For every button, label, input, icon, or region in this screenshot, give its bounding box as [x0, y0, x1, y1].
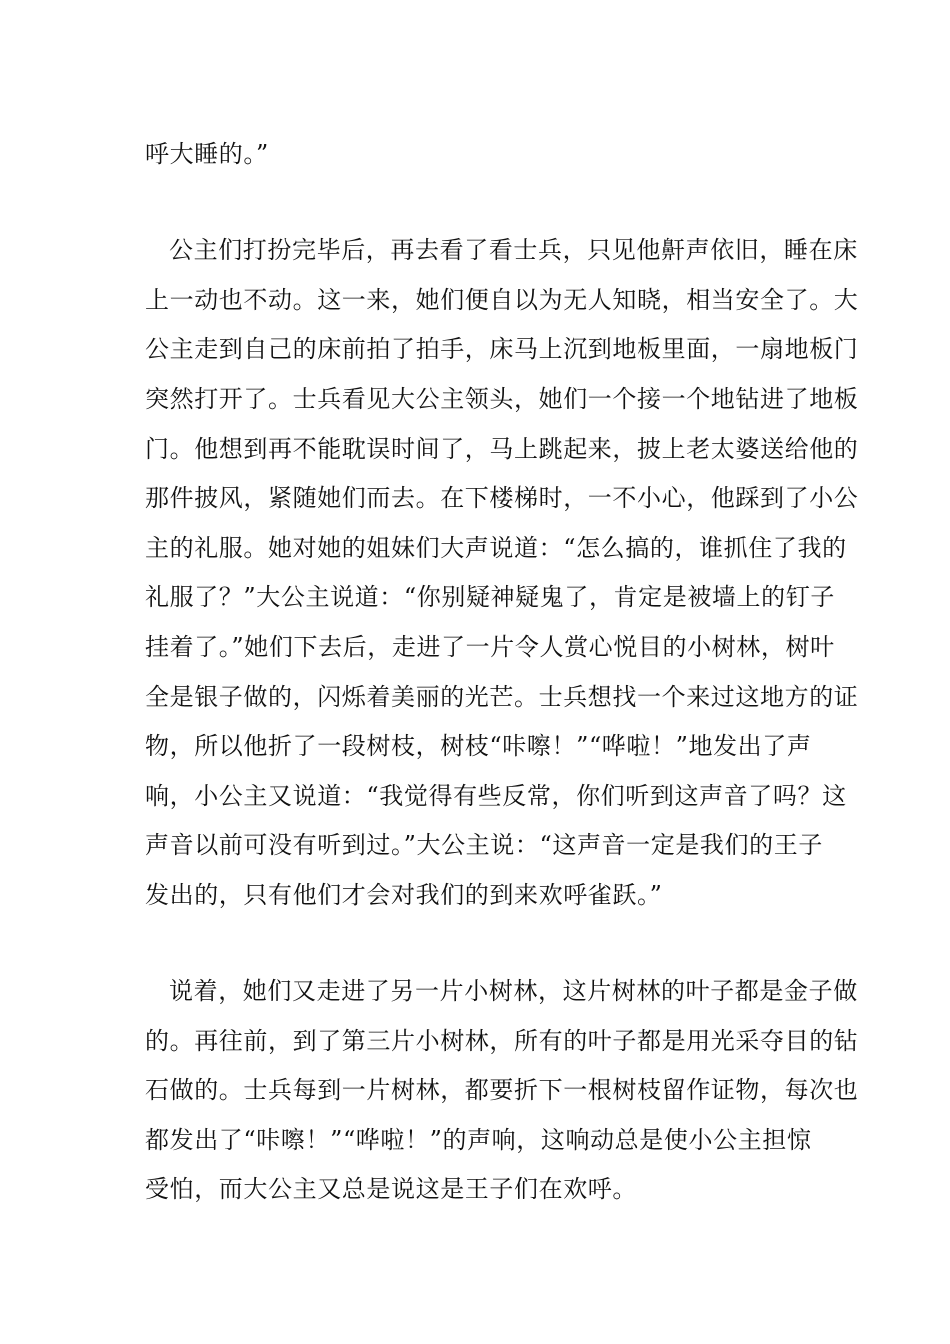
- paragraph-2-line-6: 那件披风，紧随她们而去。在下楼梯时，一不小心，他踩到了小公: [145, 484, 859, 512]
- paragraph-3-line-5: 受怕，而大公主又总是说这是王子们在欢呼。: [145, 1175, 637, 1203]
- paragraph-2-line-13: 声音以前可没有听到过。”大公主说：“这声音一定是我们的王子: [145, 831, 823, 859]
- paragraph-2-line-14: 发出的，只有他们才会对我们的到来欢呼雀跃。”: [145, 881, 663, 909]
- paragraph-1-line-1: 呼大睡的。”: [145, 140, 269, 168]
- paragraph-2-line-4: 突然打开了。士兵看见大公主领头，她们一个接一个地钻进了地板: [145, 385, 859, 413]
- paragraph-2-line-10: 全是银子做的，闪烁着美丽的光芒。士兵想找一个来过这地方的证: [145, 683, 859, 711]
- paragraph-2-line-3: 公主走到自己的床前拍了拍手，床马上沉到地板里面，一扇地板门: [145, 335, 859, 363]
- paragraph-2-line-8: 礼服了？”大公主说道：“你别疑神疑鬼了，肯定是被墙上的钉子: [145, 583, 835, 611]
- paragraph-2-line-7: 主的礼服。她对她的姐妹们大声说道：“怎么搞的，谁抓住了我的: [145, 534, 847, 562]
- paragraph-2-line-12: 响，小公主又说道：“我觉得有些反常，你们听到这声音了吗？这: [145, 782, 847, 810]
- paragraph-3-line-1: 说着，她们又走进了另一片小树林，这片树林的叶子都是金子做: [169, 977, 858, 1005]
- paragraph-2-line-1: 公主们打扮完毕后，再去看了看士兵，只见他鼾声依旧，睡在床: [169, 236, 858, 264]
- paragraph-2-line-9: 挂着了。”她们下去后，走进了一片令人赏心悦目的小树林，树叶: [145, 633, 835, 661]
- paragraph-2-line-2: 上一动也不动。这一来，她们便自以为无人知晓，相当安全了。大: [145, 286, 859, 314]
- paragraph-2-line-5: 门。他想到再不能耽误时间了，马上跳起来，披上老太婆送给他的: [145, 435, 859, 463]
- paragraph-2-line-11: 物，所以他折了一段树枝，树枝“咔嚓！”“哗啦！”地发出了声: [145, 732, 812, 760]
- paragraph-3-line-3: 石做的。士兵每到一片树林，都要折下一根树枝留作证物，每次也: [145, 1076, 859, 1104]
- paragraph-3-line-2: 的。再往前，到了第三片小树林，所有的叶子都是用光采夺目的钻: [145, 1027, 859, 1055]
- paragraph-3-line-4: 都发出了“咔嚓！”“哗啦！”的声响，这响动总是使小公主担惊: [145, 1126, 812, 1154]
